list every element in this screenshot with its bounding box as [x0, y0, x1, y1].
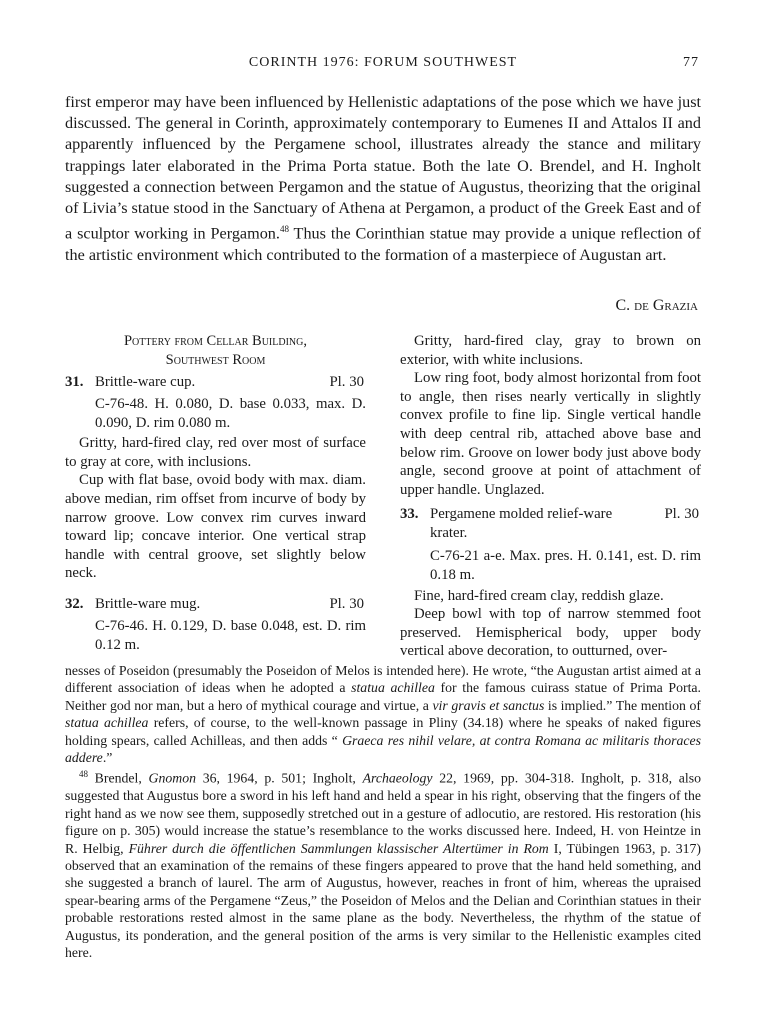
fn-italic: Gnomon — [148, 771, 197, 787]
catalogue-left-column — [65, 332, 366, 656]
running-head — [65, 55, 701, 77]
signature-name: de Grazia — [634, 297, 698, 314]
spacer — [65, 583, 366, 593]
footnote-48-marker: 48 — [79, 769, 88, 780]
paragraph-tail: Thus the Corinthian statue may provide a unique reflection of the artistic environment which contributed to the formation of a masterpiece of Augustan art. — [65, 224, 701, 264]
entry-plate: Pl. 30 — [329, 595, 364, 612]
fn-italic: statua achillea — [351, 680, 435, 696]
main-paragraph — [65, 92, 701, 266]
entry-description: Low ring foot, body almost horizontal from foot to angle, then rises nearly vertically in slightly convex profile to fine lip. Single vertical handle with deep central rib, attached above base and below rim. Groove on lower body just above body angle, second groove at point of attachment of upper handle. Unglazed. — [400, 370, 701, 498]
author-signature — [616, 297, 699, 315]
entry-description: Cup with flat base, ovoid body with max. diam. above median, rim offset from incurve of body by narrow groove. Low convex rim curves inward toward lip; concave interior. One vertical strap handle with central groove, set slightly below neck. — [65, 472, 366, 582]
fn-text: 22, 1969, pp. 304-318. Ingholt, p. 318, also suggested that Augustus bore a sword in his left hand and held a spear in his right, observing that the fingers of the right hand as we now see them, supposedly stretched out in a gesture of adlocutio, are restored. His restoration (his figure on p. 305) would increase the statue’s resemblance to the works discussed here. Indeed, H. von Heintze in R. Helbig, — [65, 771, 701, 856]
entry-number: 31. — [65, 374, 84, 390]
entry-number: 32. — [65, 595, 84, 612]
fn-text: Brendel, — [88, 771, 149, 787]
catalogue-entry-32-heading — [65, 595, 366, 615]
fn-text: nesses of Poseidon (presumably the Poseidon of Melos is intended here). He wrote, “the Augustan artist aimed at a different association of ideas when he adopted a — [65, 663, 701, 696]
entry-description: Deep bowl with top of narrow stemmed foot preserved. Hemispherical body, upper body vertical above decoration, to outturned, over- — [400, 606, 701, 660]
footnote-47-continuation — [65, 662, 701, 766]
entry-inventory: C-76-46. H. 0.129, D. base 0.048, est. D. rim 0.12 m. — [95, 617, 366, 653]
fn-italic: Graeca res nihil velare, at contra Romana ac militaris thoraces addere — [65, 732, 701, 766]
catalogue-right-column — [400, 332, 701, 661]
catalogue-entry-33-heading — [400, 505, 701, 545]
fn-text: .” — [102, 750, 113, 766]
section-heading — [65, 332, 366, 369]
entry-plate: Pl. 30 — [664, 506, 699, 523]
catalogue-entry-31-heading — [65, 373, 366, 393]
entry-inventory: C-76-48. H. 0.080, D. base 0.033, max. D. 0.090, D. rim 0.080 m. — [95, 396, 366, 431]
fn-text: refers, of course, to the well-known passage in Pliny (34.18) where he speaks of naked figures holding spears, called Achilleas, and then adds “ — [65, 715, 702, 748]
paragraph-text: first emperor may have been influenced by Hellenistic adaptations of the pose which we have just discussed. The general in Corinth, approximately contemporary to Eumenes II and Attalos II and apparently influenced by the Pergamene school, illustrates already the stance and military trappings later elaborated in the Prima Porta statue. Both the late O. Brendel, and H. Ingholt suggested a connection between Pergamon and the statue of Augustus, theorizing that the original of Livia’s statue stood in the Sanctuary of Athena at Pergamon, a product of the Greek East and of a sculptor working in Pergamon. — [65, 93, 701, 243]
fn-italic: Führer durch die öffentlichen Sammlungen klassischer Altertümer in Rom — [128, 840, 549, 856]
signature-initial: C. — [615, 297, 635, 314]
entry-inventory: C-76-21 a-e. Max. pres. H. 0.141, est. D. rim 0.18 m. — [430, 548, 701, 583]
running-head-title: CORINTH 1976: FORUM SOUTHWEST — [248, 55, 518, 70]
fn-italic: vir gravis et sanctus — [432, 697, 545, 713]
footnotes — [65, 662, 701, 962]
fn-italic: statua achillea — [65, 715, 149, 731]
entry-fabric: Fine, hard-fired cream clay, reddish glaze. — [414, 587, 664, 604]
entry-name: Pergamene molded relief-ware krater. — [430, 506, 613, 541]
entry-name: Brittle-ware cup. — [95, 374, 196, 390]
fn-text: I, Tübingen 1963, p. 317) observed that an examination of the remains of these fingers appeared to prove that the hand held something, and she suggested a branch of laurel. The arm of Augustus, however, reaches in front of him, whereas the upraised spear-bearing arms of the Pergamene “Zeus,” the Poseidon of Melos and the Delian and Corinthian statues in their probable restorations rested almost in the same plane as the body. Nevertheless, the rhythm of the statue of Augustus, its ponderation, and the general position of the arms is very similar to the Hellenistic examples cited here. — [65, 840, 701, 961]
section-heading-line1: Pottery from Cellar Building, — [123, 333, 307, 349]
fn-italic: Archaeology — [362, 771, 433, 787]
fn-text: 36, 1964, p. 501; Ingholt, — [196, 771, 363, 787]
entry-name: Brittle-ware mug. — [95, 595, 201, 612]
entry-number: 33. — [400, 506, 419, 523]
fn-text: is implied.” The mention of — [544, 697, 701, 713]
entry-fabric: Gritty, hard-fired clay, red over most of surface to gray at core, with inclusions. — [65, 435, 366, 470]
page-number: 77 — [683, 55, 699, 70]
footnote-marker: 48 — [279, 224, 289, 235]
section-heading-line2: Southwest Room — [165, 351, 266, 368]
footnote-48 — [65, 766, 701, 961]
entry-fabric: Gritty, hard-fired clay, gray to brown on exterior, with white inclusions. — [400, 333, 701, 368]
fn-text: for the famous cuirass statue of Prima Porta. Neither god nor man, but a hero of mythical courage and virtue, a — [65, 680, 702, 713]
entry-plate: Pl. 30 — [329, 374, 364, 390]
